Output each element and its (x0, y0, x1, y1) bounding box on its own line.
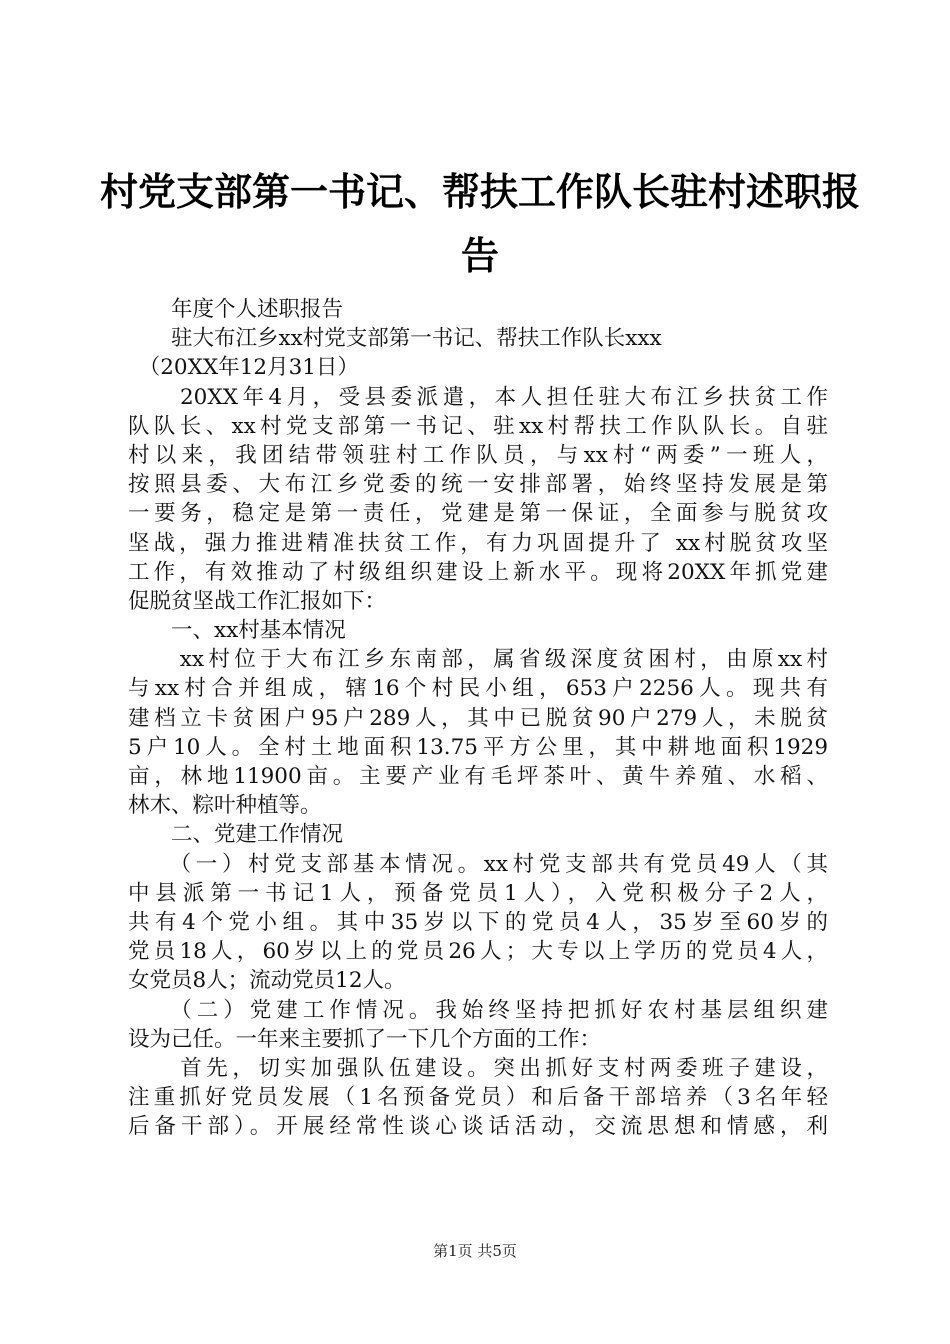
title-line-2: 告 (460, 233, 499, 278)
body-text-line: 与xx村合并组成，辖16个村民小组，653户2256人。现共有 (128, 676, 828, 702)
page-footer: 第1页 共5页 (433, 1242, 517, 1260)
body-text-line: 建档立卡贫困户95户289人，其中已脱贫90户279人，未脱贫 (128, 705, 828, 731)
body-text-line: （二）党建工作情况。我始终坚持把抓好农村基层组织建 (128, 997, 828, 1023)
body-text-line: 共有4个党小组。其中35岁以下的党员4人，35岁至60岁的 (128, 909, 828, 935)
document-body (128, 295, 828, 1141)
body-text-line: （20XX年12月31日） (128, 355, 359, 381)
body-text-line: 中县派第一书记1人，预备党员1人），入党积极分子2人， (128, 880, 828, 906)
body-text-line: 促脱贫坚战工作汇报如下： (128, 588, 387, 614)
body-text-line: 5户10人。全村土地面积13.75平方公里，其中耕地面积1929 (128, 734, 828, 760)
body-text-line: 一、xx村基本情况 (128, 618, 346, 644)
body-text-line: 按照县委、大布江乡党委的统一安排部署，始终坚持发展是第 (128, 472, 828, 498)
body-text-line: 村以来，我团结带领驻村工作队员，与xx村“两委”一班人， (128, 442, 828, 468)
body-text-line: 女党员8人；流动党员12人。 (128, 968, 406, 994)
body-text-line: 设为己任。一年来主要抓了一下几个方面的工作： (128, 1026, 602, 1052)
body-text-line: 首先，切实加强队伍建设。突出抓好支村两委班子建设， (128, 1055, 828, 1081)
body-text-line: 注重抓好党员发展（1名预备党员）和后备干部培养（3名年轻 (128, 1085, 828, 1111)
body-text-line: 二、党建工作情况 (128, 822, 344, 848)
body-text-line: 队队长、xx村党支部第一书记、驻xx村帮扶工作队队长。自驻 (128, 413, 828, 439)
body-text-line: 党员18人，60岁以上的党员26人；大专以上学历的党员4人， (128, 939, 828, 965)
body-text-line: 坚战，强力推进精准扶贫工作，有力巩固提升了 xx村脱贫攻坚 (128, 530, 828, 556)
body-text-line: xx村位于大布江乡东南部，属省级深度贫困村，由原xx村 (128, 647, 828, 673)
body-text-line: 年度个人述职报告 (128, 297, 344, 322)
body-text-line: （一）村党支部基本情况。xx村党支部共有党员49人（其 (128, 851, 828, 877)
body-text-line: 后备干部）。开展经常性谈心谈话活动，交流思想和情感，利 (128, 1114, 828, 1140)
body-text-line: 驻大布江乡xx村党支部第一书记、帮扶工作队长xxx (128, 326, 662, 352)
body-text-line: 亩，林地11900亩。主要产业有毛坪茶叶、黄牛养殖、水稻、 (128, 764, 828, 789)
title-line-1: 村党支部第一书记、帮扶工作队长驻村述职报 (100, 169, 861, 214)
body-text-line: 林木、粽叶种植等。 (128, 793, 322, 819)
body-text-line: 20XX年4月，受县委派遣，本人担任驻大布江乡扶贫工作 (128, 384, 828, 410)
body-text-line: 一要务，稳定是第一责任，党建是第一保证，全面参与脱贫攻 (128, 501, 828, 527)
body-text-line: 工作，有效推动了村级组织建设上新水平。现将20XX年抓党建 (128, 559, 828, 585)
document-title (100, 160, 860, 288)
